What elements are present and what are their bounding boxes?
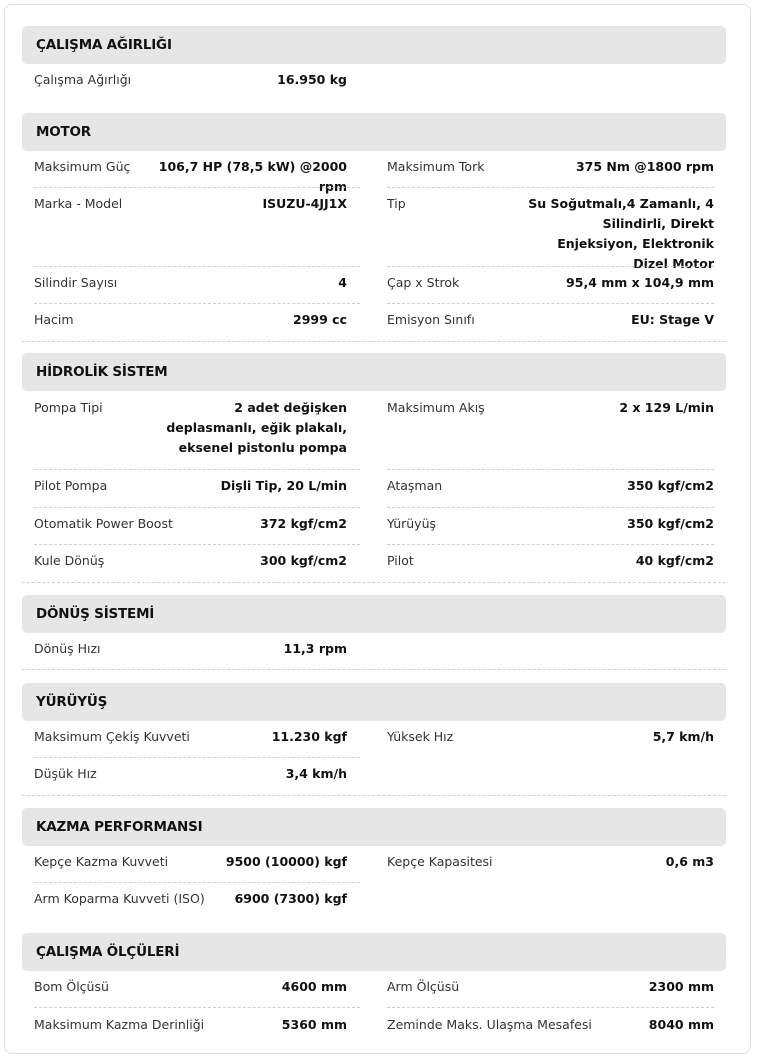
section-title: ÇALIŞMA ÖLÇÜLERİ bbox=[22, 933, 726, 971]
section-4 bbox=[22, 683, 726, 781]
section-0 bbox=[22, 26, 726, 87]
section-3 bbox=[22, 595, 726, 656]
spec-row bbox=[22, 514, 726, 534]
spec-label: Yüksek Hız bbox=[387, 729, 454, 744]
spec-label: Maksimum Akış bbox=[387, 400, 485, 415]
spec-item bbox=[22, 310, 347, 330]
spec-value: 11,3 rpm bbox=[283, 641, 347, 656]
row-divider bbox=[34, 266, 360, 267]
spec-item bbox=[22, 764, 347, 784]
spec-label: Çap x Strok bbox=[387, 275, 460, 290]
spec-value: 5360 mm bbox=[281, 1017, 347, 1032]
row-divider bbox=[34, 1007, 360, 1008]
spec-value: 350 kgf/cm2 bbox=[627, 478, 714, 493]
spec-label: Bom Ölçüsü bbox=[34, 979, 109, 994]
section-5 bbox=[22, 808, 726, 906]
spec-item bbox=[387, 977, 714, 997]
spec-label: Maksimum Tork bbox=[387, 159, 485, 174]
spec-value: Dişli Tip, 20 L/min bbox=[220, 478, 347, 493]
spec-label: Maksimum Çekiş Kuvveti bbox=[34, 729, 190, 744]
row-divider bbox=[34, 882, 360, 883]
spec-value: 0,6 m3 bbox=[665, 854, 714, 869]
spec-value: 11.230 kgf bbox=[271, 729, 347, 744]
spec-row bbox=[22, 727, 726, 747]
spec-row bbox=[22, 310, 726, 330]
row-divider bbox=[34, 507, 360, 508]
spec-row bbox=[22, 476, 726, 496]
spec-label: Otomatik Power Boost bbox=[34, 516, 173, 531]
spec-row bbox=[22, 889, 726, 909]
spec-label: Pilot bbox=[387, 553, 414, 568]
spec-label: Ataşman bbox=[387, 478, 443, 493]
section-1 bbox=[22, 113, 726, 327]
spec-value: Su Soğutmalı,4 Zamanlı, 4 Silindirli, Direkt Enjeksiyon, Elektronik Dizel Motor bbox=[528, 196, 714, 271]
section-divider bbox=[22, 795, 726, 796]
spec-value: 8040 mm bbox=[648, 1017, 714, 1032]
spec-label: Hacim bbox=[34, 312, 74, 327]
spec-item bbox=[387, 476, 714, 496]
spec-item bbox=[22, 70, 347, 90]
spec-value: 2999 cc bbox=[293, 312, 347, 327]
spec-item bbox=[387, 398, 714, 418]
spec-value: 16.950 kg bbox=[277, 72, 347, 87]
row-divider bbox=[387, 544, 714, 545]
spec-item bbox=[387, 1015, 714, 1035]
spec-label: Arm Koparma Kuvveti (ISO) bbox=[34, 891, 205, 906]
spec-item bbox=[387, 157, 714, 177]
section-title: DÖNÜŞ SİSTEMİ bbox=[22, 595, 726, 633]
spec-item bbox=[22, 977, 347, 997]
spec-value: 3,4 km/h bbox=[285, 766, 347, 781]
spec-label: Dönüş Hızı bbox=[34, 641, 101, 656]
spec-label: Arm Ölçüsü bbox=[387, 979, 460, 994]
spec-row bbox=[22, 764, 726, 784]
spec-value: 9500 (10000) kgf bbox=[225, 854, 347, 869]
spec-value: 350 kgf/cm2 bbox=[627, 516, 714, 531]
spec-value: 5,7 km/h bbox=[652, 729, 714, 744]
spec-row bbox=[22, 70, 726, 90]
section-title: KAZMA PERFORMANSI bbox=[22, 808, 726, 846]
spec-label: Zeminde Maks. Ulaşma Mesafesi bbox=[387, 1017, 592, 1032]
row-divider bbox=[387, 187, 714, 188]
spec-item bbox=[387, 727, 714, 747]
row-divider bbox=[34, 187, 360, 188]
spec-value: ISUZU-4JJ1X bbox=[262, 196, 347, 211]
spec-label: Pilot Pompa bbox=[34, 478, 108, 493]
spec-item bbox=[22, 1015, 347, 1035]
spec-item bbox=[22, 194, 347, 214]
spec-label: Kepçe Kazma Kuvveti bbox=[34, 854, 169, 869]
spec-value: 6900 (7300) kgf bbox=[234, 891, 347, 906]
spec-value: 375 Nm @1800 rpm bbox=[575, 159, 714, 174]
spec-label: Marka - Model bbox=[34, 196, 123, 211]
row-divider bbox=[387, 507, 714, 508]
spec-label: Tip bbox=[387, 196, 406, 211]
spec-item bbox=[22, 639, 347, 659]
row-divider bbox=[34, 757, 360, 758]
row-divider bbox=[34, 544, 360, 545]
spec-label: Çalışma Ağırlığı bbox=[34, 72, 132, 87]
spec-item bbox=[387, 551, 714, 571]
spec-label: Yürüyüş bbox=[387, 516, 437, 531]
spec-item bbox=[387, 273, 714, 293]
spec-label: Emisyon Sınıfı bbox=[387, 312, 475, 327]
section-2 bbox=[22, 353, 726, 568]
spec-value: 106,7 HP (78,5 kW) @2000 rpm bbox=[158, 159, 347, 194]
spec-item bbox=[22, 157, 347, 197]
section-divider bbox=[22, 669, 726, 670]
spec-value: 372 kgf/cm2 bbox=[260, 516, 347, 531]
spec-row bbox=[22, 852, 726, 872]
section-title: MOTOR bbox=[22, 113, 726, 151]
spec-row bbox=[22, 273, 726, 293]
spec-label: Kepçe Kapasitesi bbox=[387, 854, 493, 869]
section-title: HİDROLİK SİSTEM bbox=[22, 353, 726, 391]
row-divider bbox=[387, 469, 714, 470]
spec-item bbox=[22, 273, 347, 293]
row-divider bbox=[387, 1007, 714, 1008]
row-divider bbox=[34, 469, 360, 470]
spec-value: 2 adet değişken deplasmanlı, eğik plakalı, eksenel pistonlu pompa bbox=[166, 400, 347, 455]
section-divider bbox=[22, 582, 726, 583]
spec-label: Düşük Hız bbox=[34, 766, 97, 781]
spec-value: 2300 mm bbox=[648, 979, 714, 994]
spec-row bbox=[22, 1015, 726, 1035]
spec-item bbox=[22, 551, 347, 571]
section-divider bbox=[22, 341, 726, 342]
spec-value: EU: Stage V bbox=[631, 312, 714, 327]
spec-label: Kule Dönüş bbox=[34, 553, 105, 568]
spec-value: 2 x 129 L/min bbox=[619, 400, 714, 415]
spec-item bbox=[22, 514, 347, 534]
row-divider bbox=[387, 303, 714, 304]
spec-item bbox=[22, 889, 347, 909]
spec-value: 40 kgf/cm2 bbox=[635, 553, 714, 568]
spec-row bbox=[22, 977, 726, 997]
spec-item bbox=[387, 852, 714, 872]
spec-item bbox=[387, 194, 714, 274]
spec-value: 300 kgf/cm2 bbox=[260, 553, 347, 568]
spec-item bbox=[22, 398, 347, 458]
spec-label: Maksimum Kazma Derinliği bbox=[34, 1017, 205, 1032]
spec-label: Silindir Sayısı bbox=[34, 275, 118, 290]
section-title: ÇALIŞMA AĞIRLIĞI bbox=[22, 26, 726, 64]
spec-row bbox=[22, 398, 726, 458]
spec-row bbox=[22, 551, 726, 571]
spec-label: Pompa Tipi bbox=[34, 400, 103, 415]
spec-value: 4 bbox=[338, 275, 347, 290]
spec-item bbox=[22, 852, 347, 872]
spec-row bbox=[22, 157, 726, 197]
row-divider bbox=[34, 303, 360, 304]
spec-value: 4600 mm bbox=[281, 979, 347, 994]
row-divider bbox=[387, 266, 714, 267]
spec-item bbox=[22, 476, 347, 496]
spec-row bbox=[22, 639, 726, 659]
spec-value: 95,4 mm x 104,9 mm bbox=[566, 275, 714, 290]
spec-item bbox=[22, 727, 347, 747]
spec-row bbox=[22, 194, 726, 271]
section-title: YÜRÜYÜŞ bbox=[22, 683, 726, 721]
spec-item bbox=[387, 310, 714, 330]
spec-label: Maksimum Güç bbox=[34, 159, 131, 174]
spec-item bbox=[387, 514, 714, 534]
section-6 bbox=[22, 933, 726, 1032]
